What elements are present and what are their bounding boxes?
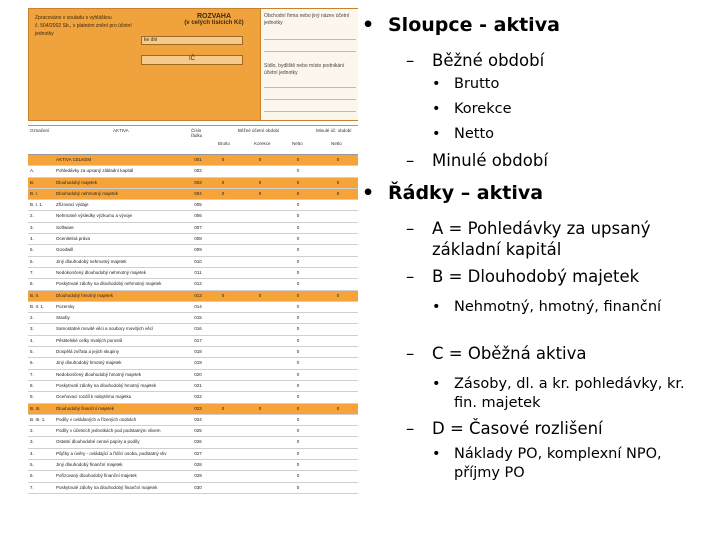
bullet-text: Řádky – aktiva (388, 182, 544, 204)
row-value: 0 (296, 213, 300, 219)
row-mark: 3. (30, 326, 34, 332)
table-row (28, 257, 358, 268)
row-value: 0 (296, 484, 300, 490)
table-body (28, 155, 358, 494)
row-label: Pěstitelské celky trvalých porostů (56, 337, 123, 343)
row-value: 0 (296, 281, 300, 287)
table-row (28, 370, 358, 381)
table-row (28, 268, 358, 279)
row-label: Nedokončený dlouhodobý hmotný majetek (56, 371, 142, 377)
row-value: 0 (296, 168, 300, 174)
table-row (28, 211, 358, 222)
bullet-text: B = Dlouhodobý majetek (432, 267, 640, 286)
row-line-number: 022 (194, 394, 202, 400)
row-value: 0 (296, 315, 300, 321)
row-label: Software (56, 224, 74, 230)
bullet-text: C = Oběžná aktiva (432, 344, 587, 363)
form-note-line: č. 504/2002 Sb., v platném znění pro účetní jednotky (35, 23, 132, 37)
row-value: 0 (221, 292, 225, 298)
row-label: Poskytnuté zálohy na dlouhodobý hmotný majetek (56, 382, 157, 388)
divider (264, 51, 356, 52)
row-value: 0 (296, 292, 300, 298)
table-row (28, 189, 358, 200)
divider (264, 111, 356, 112)
table-row (28, 415, 358, 426)
row-label: Dospělá zvířata a jejich skupiny (56, 349, 120, 355)
row-mark: A. (30, 168, 35, 174)
bullet-marker: • (362, 182, 375, 204)
table-row (28, 471, 358, 482)
balance-sheet-form (28, 8, 358, 500)
table-row (28, 426, 358, 437)
table-row (28, 178, 358, 189)
row-line-number: 019 (194, 360, 202, 366)
table-row (28, 223, 358, 234)
table-row (28, 381, 358, 392)
ico-field: IČ (141, 55, 243, 65)
row-line-number: 006 (194, 213, 202, 219)
row-value: 0 (296, 157, 300, 162)
bullet-item-level-3 (432, 298, 702, 317)
row-label: Pohledávky za upsaný základní kapitál (56, 168, 134, 174)
row-line-number: 017 (194, 337, 202, 343)
row-value: 0 (296, 337, 300, 343)
row-mark: 6. (30, 258, 34, 264)
row-line-number: 005 (194, 202, 202, 208)
row-value: 0 (296, 439, 300, 445)
bullet-marker: • (432, 101, 441, 117)
row-label: Pozemky (56, 303, 75, 309)
row-mark: 4. (30, 337, 34, 343)
bullet-marker: • (362, 14, 375, 36)
row-value: 0 (336, 179, 340, 185)
row-mark: 7. (30, 269, 34, 275)
sub-brutto-header: Brutto (218, 141, 231, 146)
row-mark: 9. (30, 394, 34, 400)
row-value: 0 (296, 190, 300, 196)
row-label: Ocenitelná práva (56, 236, 91, 242)
row-value: 0 (296, 360, 300, 366)
bullet-item-level-3 (432, 125, 702, 144)
table-row (28, 392, 358, 403)
row-line-number: 028 (194, 462, 202, 468)
row-value: 0 (221, 190, 225, 196)
row-value: 0 (296, 179, 300, 185)
row-label: Zřizovací výdaje (56, 202, 89, 208)
row-value: 0 (336, 157, 340, 162)
form-notes (35, 14, 145, 38)
row-line-number: 010 (194, 258, 202, 264)
row-label: Stavby (56, 315, 70, 321)
sub-korekce-header: Korekce (254, 141, 271, 146)
bullet-item-level-3 (432, 100, 702, 119)
row-value: 0 (296, 303, 300, 309)
row-value: 0 (296, 394, 300, 400)
row-value: 0 (296, 236, 300, 242)
col-prev-header: Minulé úč. období (316, 128, 352, 133)
table-row (28, 200, 358, 211)
row-line-number: 015 (194, 315, 202, 321)
row-value: 0 (336, 405, 340, 411)
bullet-marker: – (406, 419, 415, 438)
bullet-item-level-2 (406, 418, 702, 439)
table-row (28, 166, 358, 177)
sub-netto-header: Netto (292, 141, 303, 146)
bullet-marker: – (406, 151, 415, 170)
bullet-text: Běžné období (432, 51, 545, 70)
row-value: 0 (296, 371, 300, 377)
bullet-text: Náklady PO, komplexní NPO, příjmy PO (454, 446, 662, 481)
row-mark: 2. (30, 315, 34, 321)
table-row (28, 279, 358, 290)
row-mark: B. III. 1. (30, 416, 46, 422)
row-value: 0 (258, 190, 262, 196)
row-value: 0 (296, 405, 300, 411)
row-mark: 8. (30, 382, 34, 388)
row-label: Půjčky a úvěry - ovládající a řídící osoba, podstatný vliv (56, 450, 167, 456)
row-label: Dlouhodobý nehmotný majetek (56, 190, 119, 196)
date-field: ke dni (141, 36, 243, 45)
row-line-number: 002 (194, 168, 202, 174)
bullet-marker: • (432, 299, 441, 315)
bullet-marker: – (406, 51, 415, 70)
row-line-number: 025 (194, 428, 202, 434)
row-label: Jiný dlouhodobý hmotný majetek (56, 360, 122, 366)
row-value: 0 (296, 326, 300, 332)
table-row (28, 302, 358, 313)
row-line-number: 001 (194, 157, 202, 162)
table-row (28, 483, 358, 494)
row-mark: 3. (30, 224, 34, 230)
bullet-item-level-3 (432, 445, 702, 483)
row-value: 0 (296, 462, 300, 468)
row-mark: 3. (30, 439, 34, 445)
table-row (28, 336, 358, 347)
row-line-number: 013 (194, 292, 202, 298)
col-assets-header: AKTIVA (113, 128, 129, 133)
row-line-number: 008 (194, 236, 202, 242)
bullet-text: Netto (454, 126, 495, 142)
bullet-item-level-2 (406, 50, 702, 71)
bullet-text: Minulé období (432, 151, 548, 170)
row-line-number: 018 (194, 349, 202, 355)
row-value: 0 (296, 450, 300, 456)
col-mark-header: Označení (30, 128, 50, 133)
table-row (28, 347, 358, 358)
bullet-text: Sloupce - aktiva (388, 14, 560, 36)
entity-box (260, 9, 358, 120)
col-line-header: Číslo řádku (191, 128, 203, 138)
row-value: 0 (336, 190, 340, 196)
table-row (28, 460, 358, 471)
bullet-item-level-3 (432, 75, 702, 94)
row-mark: 7. (30, 484, 34, 490)
row-mark: B. I. 1. (30, 202, 44, 208)
row-mark: 7. (30, 371, 34, 377)
row-value: 0 (296, 202, 300, 208)
row-value: 0 (221, 157, 225, 162)
row-line-number: 003 (194, 179, 202, 185)
row-value: 0 (296, 224, 300, 230)
table-row (28, 358, 358, 369)
row-line-number: 011 (194, 269, 202, 275)
bullet-marker: – (406, 219, 415, 238)
divider (264, 99, 356, 100)
row-line-number: 024 (194, 416, 202, 422)
row-line-number: 012 (194, 281, 202, 287)
bullet-item-level-2 (406, 266, 702, 287)
row-label: Nedokončený dlouhodobý nehmotný majetek (56, 269, 147, 275)
row-label: AKTIVA CELKEM (56, 157, 92, 162)
row-mark: 4. (30, 236, 34, 242)
row-mark: B. III. (30, 405, 41, 411)
row-value: 0 (296, 247, 300, 253)
row-line-number: 030 (194, 484, 202, 490)
row-value: 0 (258, 405, 262, 411)
row-value: 0 (296, 473, 300, 479)
divider (264, 39, 356, 40)
bullet-item-level-2 (406, 150, 702, 171)
row-value: 0 (296, 382, 300, 388)
row-value: 0 (258, 179, 262, 185)
row-value: 0 (296, 416, 300, 422)
row-value: 0 (296, 269, 300, 275)
row-value: 0 (221, 405, 225, 411)
row-value: 0 (296, 258, 300, 264)
row-label: Jiný dlouhodobý finanční majetek (56, 462, 123, 468)
sub-netto-prev-header: Netto (331, 141, 342, 146)
row-mark: 6. (30, 473, 34, 479)
row-value: 0 (296, 428, 300, 434)
bullet-marker: – (406, 267, 415, 286)
entity-name-label: Obchodní firma nebo jiný název účetní jednotky (264, 13, 350, 26)
row-line-number: 020 (194, 371, 202, 377)
row-mark: B. II. (30, 292, 40, 298)
row-line-number: 023 (194, 405, 202, 411)
row-label: Dlouhodobý finanční majetek (56, 405, 115, 411)
bullet-item-level-2 (406, 218, 702, 260)
row-line-number: 004 (194, 190, 202, 196)
bullet-text: D = Časové rozlišení (432, 419, 603, 438)
bullet-marker: • (432, 76, 441, 92)
bullet-marker: • (432, 376, 441, 392)
row-line-number: 029 (194, 473, 202, 479)
bullet-item-level-1 (362, 182, 702, 205)
divider (264, 87, 356, 88)
form-subtitle: (v celých tisících Kč) (184, 20, 244, 26)
row-line-number: 026 (194, 439, 202, 445)
row-mark: B. II. 1. (30, 303, 45, 309)
row-label: Podíly v účetních jednotkách pod podstatným vlivem (56, 428, 161, 434)
row-line-number: 014 (194, 303, 202, 309)
row-line-number: 027 (194, 450, 202, 456)
form-title-text: ROZVAHA (196, 13, 232, 20)
row-label: Jiný dlouhodobý nehmotný majetek (56, 258, 127, 264)
table-row (28, 404, 358, 415)
row-mark: 6. (30, 360, 34, 366)
row-label: Ostatní dlouhodobé cenné papíry a podíly (56, 439, 140, 445)
bullet-marker: • (432, 126, 441, 142)
row-mark: B. I. (30, 190, 39, 196)
row-label: Dlouhodobý hmotný majetek (56, 292, 114, 298)
row-label: Pořizovaný dlouhodobý finanční majetek (56, 473, 137, 479)
row-mark: 2. (30, 213, 34, 219)
row-value: 0 (336, 292, 340, 298)
bullet-marker: • (432, 446, 441, 462)
table-header (28, 125, 358, 155)
row-mark: 4. (30, 450, 34, 456)
table-row (28, 155, 358, 166)
row-mark: B. (30, 179, 35, 185)
row-label: Poskytnuté zálohy na dlouhodobý finanční majetek (56, 484, 158, 490)
entity-address-label: Sídlo, bydliště nebo místo podnikání účetní jednotky (264, 63, 345, 76)
bullet-text: A = Pohledávky za upsaný základní kapitál (432, 219, 651, 259)
row-label: Dlouhodobý majetek (56, 179, 98, 185)
bullet-item-level-3 (432, 375, 702, 413)
row-value: 0 (258, 292, 262, 298)
col-current-header: Běžné účetní období (238, 128, 280, 133)
row-label: Goodwill (56, 247, 74, 253)
row-line-number: 007 (194, 224, 202, 230)
bullet-item-level-2 (406, 343, 702, 364)
row-line-number: 016 (194, 326, 202, 332)
row-value: 0 (296, 349, 300, 355)
row-value: 0 (258, 157, 262, 162)
row-mark: 5. (30, 462, 34, 468)
form-note-line: Zpracováno v souladu s vyhláškou (35, 15, 112, 21)
form-title (159, 13, 269, 26)
row-label: Nehmotné výsledky výzkumu a vývoje (56, 213, 133, 219)
bullet-text: Korekce (454, 101, 512, 117)
bullet-text: Brutto (454, 76, 500, 92)
row-mark: 5. (30, 349, 34, 355)
table-row (28, 245, 358, 256)
bullet-marker: – (406, 344, 415, 363)
row-label: Poskytnuté zálohy na dlouhodobý nehmotný majetek (56, 281, 162, 287)
table-row (28, 234, 358, 245)
table-row (28, 313, 358, 324)
row-mark: 2. (30, 428, 34, 434)
row-label: Samostatné movité věci a soubory movitých věcí (56, 326, 154, 332)
table-row (28, 449, 358, 460)
row-value: 0 (221, 179, 225, 185)
bullet-text: Zásoby, dl. a kr. pohledávky, kr. fin. majetek (454, 376, 685, 411)
row-mark: 8. (30, 281, 34, 287)
bullet-text: Nehmotný, hmotný, finanční (454, 299, 662, 315)
table-row (28, 291, 358, 302)
row-label: Oceňovací rozdíl k nabytému majetku (56, 394, 132, 400)
row-mark: 5. (30, 247, 34, 253)
form-header (28, 8, 358, 121)
assets-table (28, 125, 358, 494)
row-label: Podíly v ovládaných a řízených osobách (56, 416, 137, 422)
row-line-number: 021 (194, 382, 202, 388)
bullet-item-level-1 (362, 14, 702, 37)
row-line-number: 009 (194, 247, 202, 253)
table-row (28, 324, 358, 335)
table-row (28, 437, 358, 448)
